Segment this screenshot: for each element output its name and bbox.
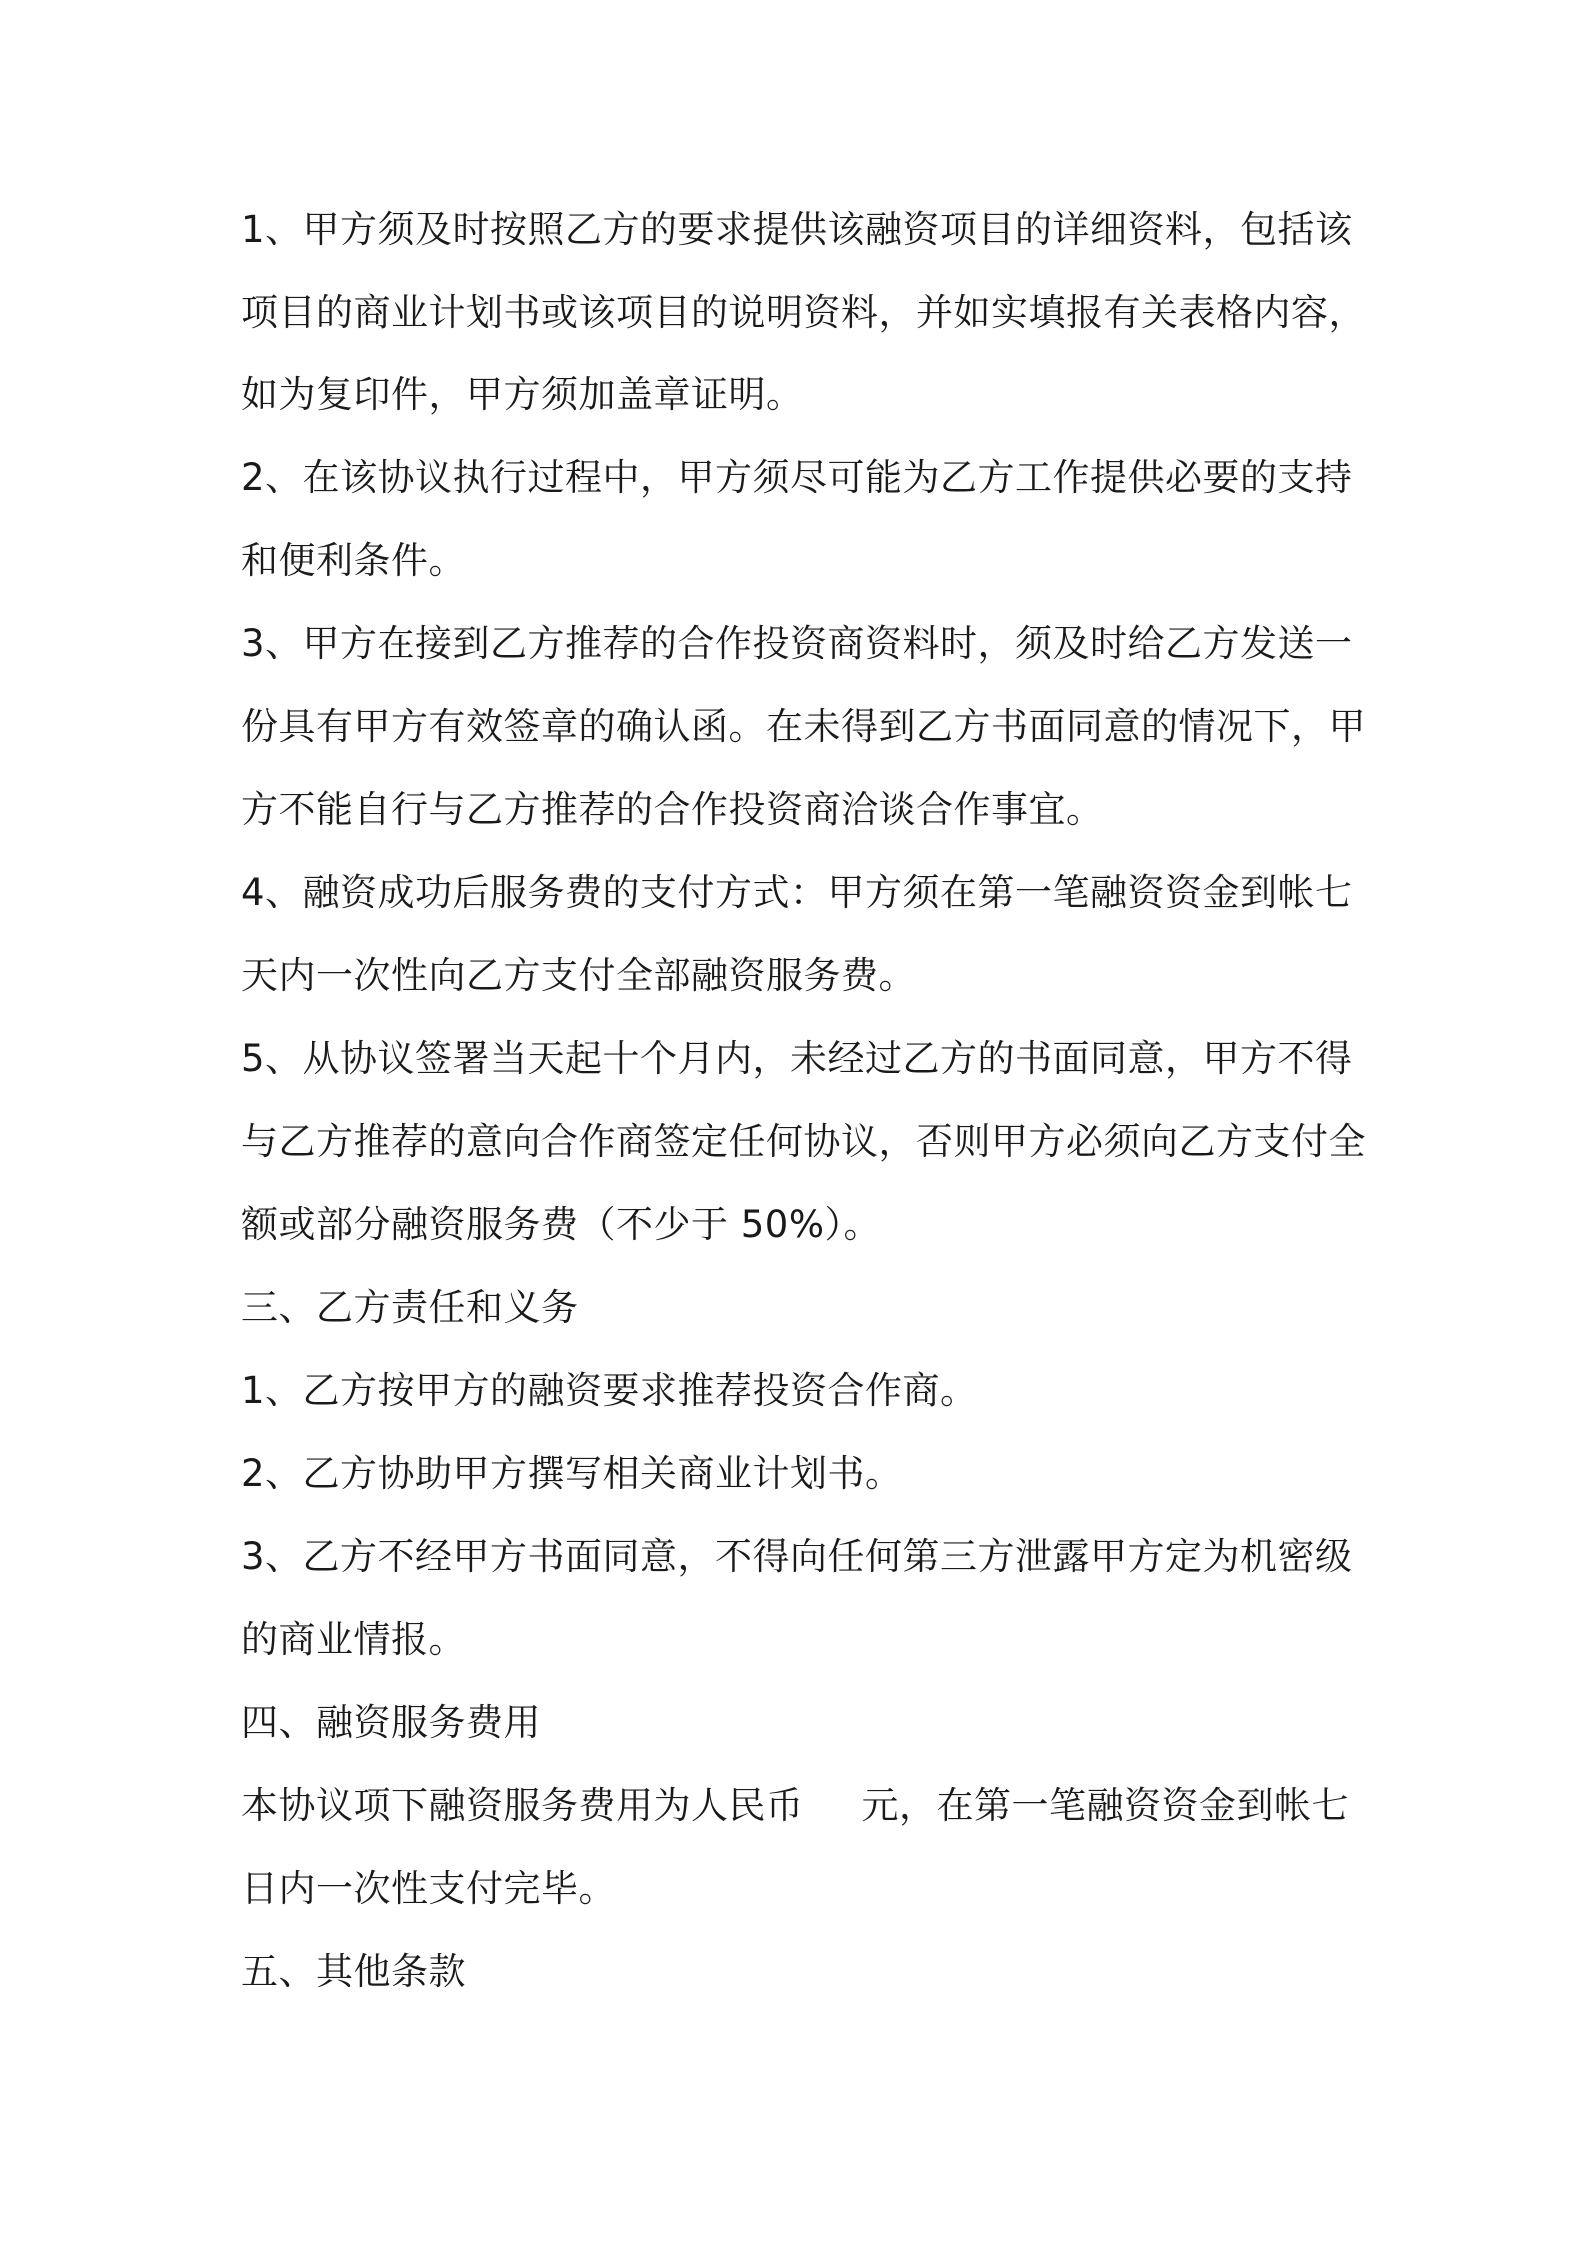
clause-1-line-1: 1、甲方须及时按照乙方的要求提供该融资项目的详细资料，包括该 bbox=[241, 208, 1353, 251]
clause-2-line-1: 2、在该协议执行过程中，甲方须尽可能为乙方工作提供必要的支持 bbox=[241, 456, 1353, 499]
section-3-heading: 三、乙方责任和义务 bbox=[241, 1286, 579, 1329]
section-5-heading: 五、其他条款 bbox=[241, 1950, 466, 1993]
fee-line-1 bbox=[241, 1782, 1349, 1830]
clause-3-line-3: 方不能自行与乙方推荐的合作投资商洽谈合作事宜。 bbox=[241, 788, 1104, 831]
fee-text-before: 本协议项下融资服务费用为人民币 bbox=[241, 1784, 804, 1827]
fee-line-2: 日内一次性支付完毕。 bbox=[241, 1867, 616, 1910]
clause-2-line-2: 和便利条件。 bbox=[241, 539, 466, 582]
duty-3-line-1: 3、乙方不经甲方书面同意，不得向任何第三方泄露甲方定为机密级 bbox=[241, 1535, 1353, 1578]
duty-3-line-2: 的商业情报。 bbox=[241, 1618, 466, 1661]
clause-1-line-3: 如为复印件，甲方须加盖章证明。 bbox=[241, 373, 804, 416]
clause-5-line-3: 额或部分融资服务费（不少于 50%）。 bbox=[241, 1203, 881, 1246]
duty-1-line: 1、乙方按甲方的融资要求推荐投资合作商。 bbox=[241, 1369, 978, 1412]
clause-3-line-1: 3、甲方在接到乙方推荐的合作投资商资料时，须及时给乙方发送一 bbox=[241, 622, 1353, 665]
clause-5-line-1: 5、从协议签署当天起十个月内，未经过乙方的书面同意，甲方不得 bbox=[241, 1037, 1353, 1080]
clause-5-line-2: 与乙方推荐的意向合作商签定任何协议，否则甲方必须向乙方支付全 bbox=[241, 1120, 1366, 1163]
section-4-heading: 四、融资服务费用 bbox=[241, 1701, 541, 1744]
clause-4-line-1: 4、融资成功后服务费的支付方式：甲方须在第一笔融资资金到帐七 bbox=[241, 871, 1353, 914]
clause-1-line-2: 项目的商业计划书或该项目的说明资料，并如实填报有关表格内容， bbox=[241, 291, 1366, 334]
fee-text-after: 元，在第一笔融资资金到帐七 bbox=[861, 1784, 1349, 1827]
clause-4-line-2: 天内一次性向乙方支付全部融资服务费。 bbox=[241, 954, 916, 997]
clause-3-line-2: 份具有甲方有效签章的确认函。在未得到乙方书面同意的情况下，甲 bbox=[241, 705, 1366, 748]
duty-2-line: 2、乙方协助甲方撰写相关商业计划书。 bbox=[241, 1452, 903, 1495]
